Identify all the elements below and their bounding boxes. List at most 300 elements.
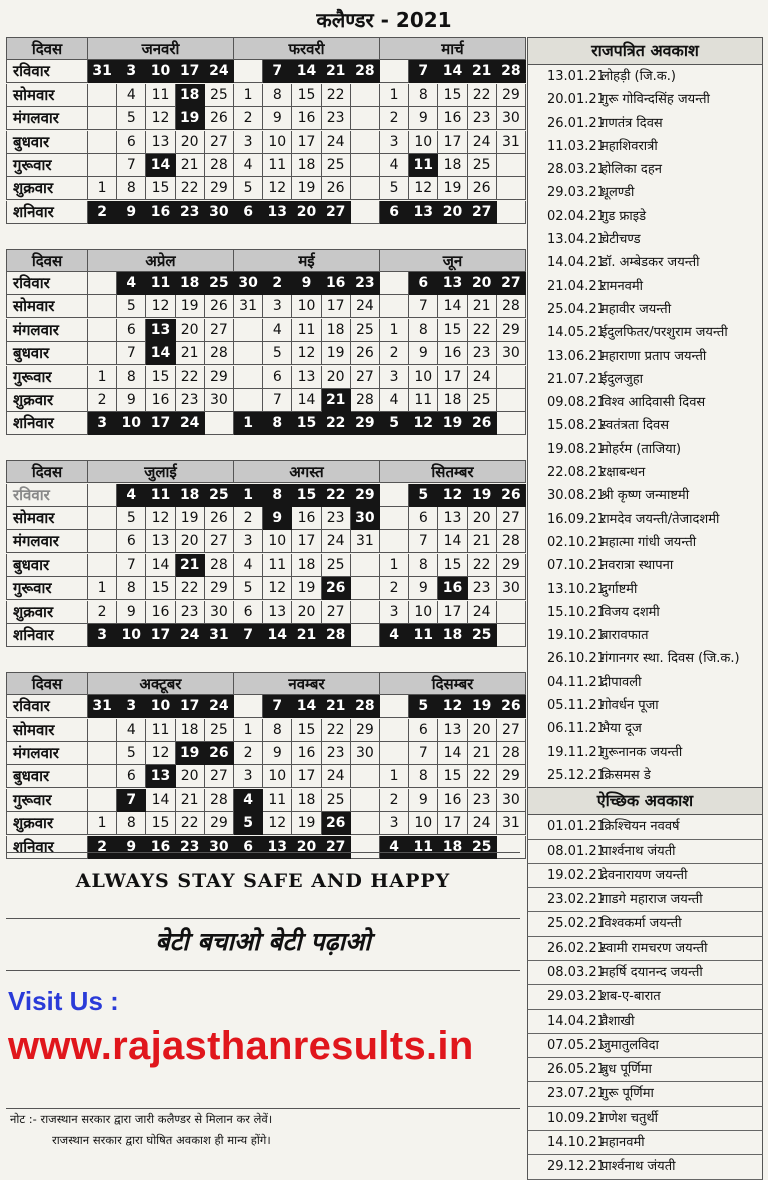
date-cell: 11 [146,272,175,295]
date-cell: 24 [468,812,497,835]
date-cell: 14 [438,295,467,318]
day-label: सोमवार [6,295,88,318]
date-cell: 3 [88,624,117,647]
date-cell [380,742,409,765]
date-cell: 8 [117,577,146,600]
holiday-item [527,937,763,961]
holiday-name: महानवमी [601,1135,645,1151]
date-cell [351,177,380,200]
holiday-date: 28.03.21 [547,162,605,178]
holiday-name: रामनवमी [601,278,644,294]
date-cell: 9 [117,601,146,624]
date-cell: 18 [438,389,467,412]
holiday-item [527,135,763,158]
gazetted-holidays-title: राजपत्रित अवकाश [527,37,763,65]
date-cell [88,554,117,577]
holiday-date: 20.01.21 [547,92,605,108]
date-cell: 28 [351,695,380,718]
date-cell: 18 [292,554,321,577]
date-cell [497,177,526,200]
date-cell: 5 [117,107,146,130]
date-cell [234,366,263,389]
holiday-name: धूलण्डी [601,185,635,201]
date-cell: 4 [380,836,409,859]
holiday-name: ईदुलजुहा [601,371,644,387]
date-cell: 13 [146,131,175,154]
date-cell: 27 [351,366,380,389]
date-cell: 5 [117,295,146,318]
header-row [6,460,526,483]
date-cell: 9 [409,789,438,812]
date-cell [88,131,117,154]
holiday-date: 02.04.21 [547,208,605,224]
date-cell: 31 [88,695,117,718]
day-row [6,484,526,507]
date-cell: 25 [205,272,234,295]
date-cell: 28 [205,554,234,577]
day-row [6,530,526,553]
holiday-item [527,438,763,461]
date-cell: 5 [409,484,438,507]
date-cell: 3 [380,131,409,154]
holiday-date: 13.06.21 [547,348,605,364]
holiday-item [527,414,763,437]
date-cell [88,154,117,177]
date-cell: 11 [409,154,438,177]
date-cell [380,719,409,742]
date-cell: 12 [438,695,467,718]
date-cell [351,812,380,835]
day-label: शुक्रवार [6,601,88,624]
date-cell: 24 [468,601,497,624]
date-cell: 26 [468,177,497,200]
date-cell: 10 [409,601,438,624]
day-row [6,624,526,647]
date-cell: 21 [322,695,351,718]
date-cell: 7 [409,60,438,83]
day-row [6,836,526,859]
date-cell: 11 [409,624,438,647]
date-cell: 5 [234,177,263,200]
day-label: शनिवार [6,836,88,859]
date-cell: 19 [292,177,321,200]
holiday-name: श्री कृष्ण जन्माष्टमी [601,488,690,504]
day-label: गुरूवार [6,366,88,389]
date-cell [497,836,526,859]
date-cell: 16 [438,789,467,812]
date-cell [234,342,263,365]
date-cell: 15 [292,484,321,507]
day-row [6,577,526,600]
date-cell: 1 [88,577,117,600]
date-cell: 16 [146,389,175,412]
date-cell: 4 [380,154,409,177]
date-cell: 8 [263,484,292,507]
date-cell: 23 [322,507,351,530]
holiday-name: क्रिश्चियन नववर्ष [601,819,680,835]
date-cell: 1 [380,765,409,788]
date-cell: 13 [146,765,175,788]
holiday-item [527,764,763,787]
date-cell: 29 [351,719,380,742]
date-cell: 13 [438,507,467,530]
date-cell: 30 [351,742,380,765]
holiday-name: मोहर्रम (ताजिया) [601,441,682,457]
date-cell [234,695,263,718]
date-cell [88,742,117,765]
date-cell: 5 [234,812,263,835]
date-cell: 20 [322,366,351,389]
header-row [6,37,526,60]
date-cell: 20 [292,201,321,224]
date-cell: 26 [468,412,497,435]
holiday-date: 19.11.21 [547,744,605,760]
date-cell: 11 [263,554,292,577]
date-cell: 6 [380,201,409,224]
date-cell: 22 [468,319,497,342]
date-cell: 2 [88,201,117,224]
date-cell: 7 [263,695,292,718]
holiday-item [527,985,763,1009]
date-cell: 6 [117,765,146,788]
date-cell [88,84,117,107]
date-cell: 28 [322,624,351,647]
day-label: शनिवार [6,412,88,435]
day-row [6,601,526,624]
holiday-date: 23.07.21 [547,1086,605,1102]
holiday-date: 19.08.21 [547,441,605,457]
date-cell: 27 [205,765,234,788]
date-cell: 27 [497,272,526,295]
month-header: दिसम्बर [380,672,526,695]
date-cell: 9 [117,836,146,859]
date-cell: 8 [117,812,146,835]
holiday-name: गंगानगर स्था. दिवस (जि.क.) [601,651,740,667]
day-row [6,201,526,224]
date-cell: 22 [468,765,497,788]
date-cell: 4 [234,789,263,812]
date-cell: 14 [146,789,175,812]
date-cell: 25 [468,624,497,647]
date-cell: 9 [117,201,146,224]
date-cell: 29 [351,412,380,435]
date-cell [88,484,117,507]
date-cell: 1 [88,177,117,200]
day-label: गुरूवार [6,789,88,812]
date-cell: 4 [234,554,263,577]
date-cell: 27 [205,530,234,553]
date-cell: 21 [468,295,497,318]
day-label: बुधवार [6,554,88,577]
date-cell: 17 [438,366,467,389]
holiday-name: पार्श्वनाथ जंयती [601,843,676,859]
date-cell: 26 [205,507,234,530]
holiday-name: गुरू गोविन्दसिंह जयन्ती [601,92,710,108]
date-cell: 22 [322,719,351,742]
day-header: दिवस [6,37,88,60]
date-cell: 2 [88,836,117,859]
date-cell: 19 [176,507,205,530]
date-cell: 25 [205,484,234,507]
date-cell: 1 [234,484,263,507]
date-cell: 13 [146,319,175,342]
website-link[interactable]: www.rajasthanresults.in [8,1024,474,1068]
date-cell: 4 [117,719,146,742]
date-cell: 10 [292,295,321,318]
holiday-name: दीपावली [601,674,642,690]
date-cell: 5 [117,742,146,765]
holiday-name: वैशाखी [601,1013,635,1029]
date-cell: 17 [292,131,321,154]
date-cell: 1 [380,319,409,342]
day-label: गुरूवार [6,154,88,177]
date-cell: 24 [322,765,351,788]
date-cell: 6 [117,530,146,553]
date-cell: 24 [205,60,234,83]
optional-holidays-list [527,815,763,1179]
date-cell: 1 [380,84,409,107]
date-cell: 31 [497,131,526,154]
date-cell: 14 [292,695,321,718]
date-cell: 16 [438,342,467,365]
date-cell: 17 [292,530,321,553]
day-row [6,342,526,365]
date-cell: 24 [351,295,380,318]
holiday-item [527,181,763,204]
date-cell: 2 [234,107,263,130]
holiday-date: 19.02.21 [547,867,605,883]
holiday-name: डॉ. अम्बेडकर जयन्ती [601,255,700,271]
date-cell: 20 [292,601,321,624]
day-row [6,412,526,435]
date-cell [88,342,117,365]
date-cell [234,389,263,412]
date-cell: 25 [468,154,497,177]
date-cell: 26 [205,107,234,130]
date-cell: 18 [438,836,467,859]
date-cell: 17 [438,131,467,154]
date-cell: 28 [205,154,234,177]
holiday-date: 05.11.21 [547,698,605,714]
date-cell: 15 [292,719,321,742]
date-cell: 5 [380,412,409,435]
date-cell: 7 [117,554,146,577]
holiday-name: भैया दूज [601,721,642,737]
date-cell: 13 [263,836,292,859]
day-row [6,789,526,812]
date-cell: 26 [322,577,351,600]
date-cell: 22 [176,366,205,389]
holiday-date: 21.04.21 [547,278,605,294]
month-header: जुलाई [88,460,234,483]
date-cell: 3 [234,131,263,154]
date-cell: 3 [117,60,146,83]
day-row [6,366,526,389]
day-header: दिवस [6,460,88,483]
day-label: शनिवार [6,201,88,224]
date-cell [497,601,526,624]
day-label: रविवार [6,60,88,83]
date-cell [88,719,117,742]
date-cell: 19 [176,107,205,130]
date-cell: 12 [263,577,292,600]
date-cell [351,131,380,154]
holiday-item [527,461,763,484]
holiday-name: लोहड़ी (जि.क.) [601,69,676,84]
date-cell: 25 [205,84,234,107]
holiday-item [527,1131,763,1155]
day-header: दिवस [6,672,88,695]
date-cell: 9 [263,742,292,765]
holiday-date: 11.03.21 [547,138,605,154]
date-cell: 8 [263,84,292,107]
holiday-name: रक्षाबन्धन [601,465,646,481]
holiday-date: 16.09.21 [547,511,605,527]
date-cell: 30 [497,107,526,130]
date-cell: 18 [292,154,321,177]
date-cell: 7 [263,60,292,83]
date-cell: 22 [468,554,497,577]
date-cell: 2 [380,577,409,600]
date-cell: 24 [205,695,234,718]
holiday-name: ईदुलफितर/परशुराम जयन्ती [601,325,728,341]
date-cell: 29 [205,812,234,835]
month-header: फरवरी [234,37,380,60]
day-label: रविवार [6,484,88,507]
date-cell: 30 [351,507,380,530]
holiday-date: 14.05.21 [547,325,605,341]
date-cell: 14 [438,60,467,83]
date-cell: 5 [409,695,438,718]
date-cell: 26 [497,484,526,507]
date-cell: 1 [234,412,263,435]
date-cell: 19 [322,342,351,365]
date-cell: 18 [322,319,351,342]
date-cell [88,107,117,130]
date-cell: 28 [351,60,380,83]
holiday-date: 02.10.21 [547,534,605,550]
date-cell: 10 [117,624,146,647]
holiday-date: 30.08.21 [547,488,605,504]
date-cell [380,507,409,530]
date-cell: 9 [263,507,292,530]
holiday-item [527,961,763,985]
gazetted-holidays-list [527,65,763,787]
date-cell: 20 [438,201,467,224]
date-cell: 23 [322,742,351,765]
date-cell: 26 [205,742,234,765]
date-cell: 8 [263,719,292,742]
date-cell: 15 [146,366,175,389]
date-cell: 18 [176,484,205,507]
date-cell: 31 [497,812,526,835]
date-cell: 15 [438,319,467,342]
date-cell: 14 [263,624,292,647]
date-cell [380,272,409,295]
date-cell: 20 [176,131,205,154]
day-row [6,177,526,200]
date-cell: 11 [146,719,175,742]
day-label: रविवार [6,695,88,718]
date-cell: 28 [497,742,526,765]
holiday-name: महावीर जयन्ती [601,301,672,317]
date-cell: 12 [146,107,175,130]
day-label: बुधवार [6,131,88,154]
date-cell: 3 [117,695,146,718]
date-cell: 16 [438,577,467,600]
date-cell: 6 [409,719,438,742]
date-cell: 11 [409,389,438,412]
holiday-item [527,1155,763,1179]
date-cell [497,389,526,412]
date-cell: 1 [234,719,263,742]
holiday-name: गुड फ्राइडे [601,208,647,224]
date-cell: 23 [176,201,205,224]
date-cell: 29 [497,554,526,577]
holiday-item [527,158,763,181]
date-cell: 14 [292,389,321,412]
date-cell: 13 [263,601,292,624]
date-cell: 3 [234,765,263,788]
day-label: मंगलवार [6,319,88,342]
date-cell: 25 [351,319,380,342]
date-cell: 27 [322,836,351,859]
date-cell: 14 [438,742,467,765]
holiday-name: गोवर्धन पूजा [601,698,659,714]
holiday-name: गणतंत्र दिवस [601,115,663,131]
holiday-date: 21.07.21 [547,371,605,387]
holiday-date: 15.08.21 [547,418,605,434]
date-cell: 27 [497,719,526,742]
holiday-item [527,864,763,888]
date-cell: 24 [322,530,351,553]
date-cell: 26 [205,295,234,318]
date-cell: 17 [292,765,321,788]
day-label: सोमवार [6,507,88,530]
date-cell: 19 [292,577,321,600]
holiday-item [527,1010,763,1034]
date-cell: 21 [322,60,351,83]
day-row [6,695,526,718]
day-row [6,295,526,318]
date-cell: 2 [88,389,117,412]
date-cell: 22 [176,812,205,835]
day-label: बुधवार [6,342,88,365]
holiday-name: बारावफात [601,628,649,644]
holiday-item [527,321,763,344]
date-cell: 24 [468,131,497,154]
date-cell: 6 [234,601,263,624]
day-label: सोमवार [6,719,88,742]
holiday-name: महाशिवरात्री [601,138,658,154]
date-cell: 29 [497,319,526,342]
holiday-item [527,554,763,577]
date-cell: 5 [380,177,409,200]
divider [6,918,520,919]
date-cell: 25 [322,789,351,812]
date-cell: 31 [234,295,263,318]
holiday-item [527,345,763,368]
date-cell: 19 [468,695,497,718]
day-header: दिवस [6,249,88,272]
holiday-date: 01.01.21 [547,819,605,835]
date-cell: 27 [468,201,497,224]
holiday-name: महाराणा प्रताप जयन्ती [601,348,707,364]
holiday-item [527,368,763,391]
date-cell: 4 [117,484,146,507]
date-cell: 7 [409,295,438,318]
date-cell: 14 [292,60,321,83]
